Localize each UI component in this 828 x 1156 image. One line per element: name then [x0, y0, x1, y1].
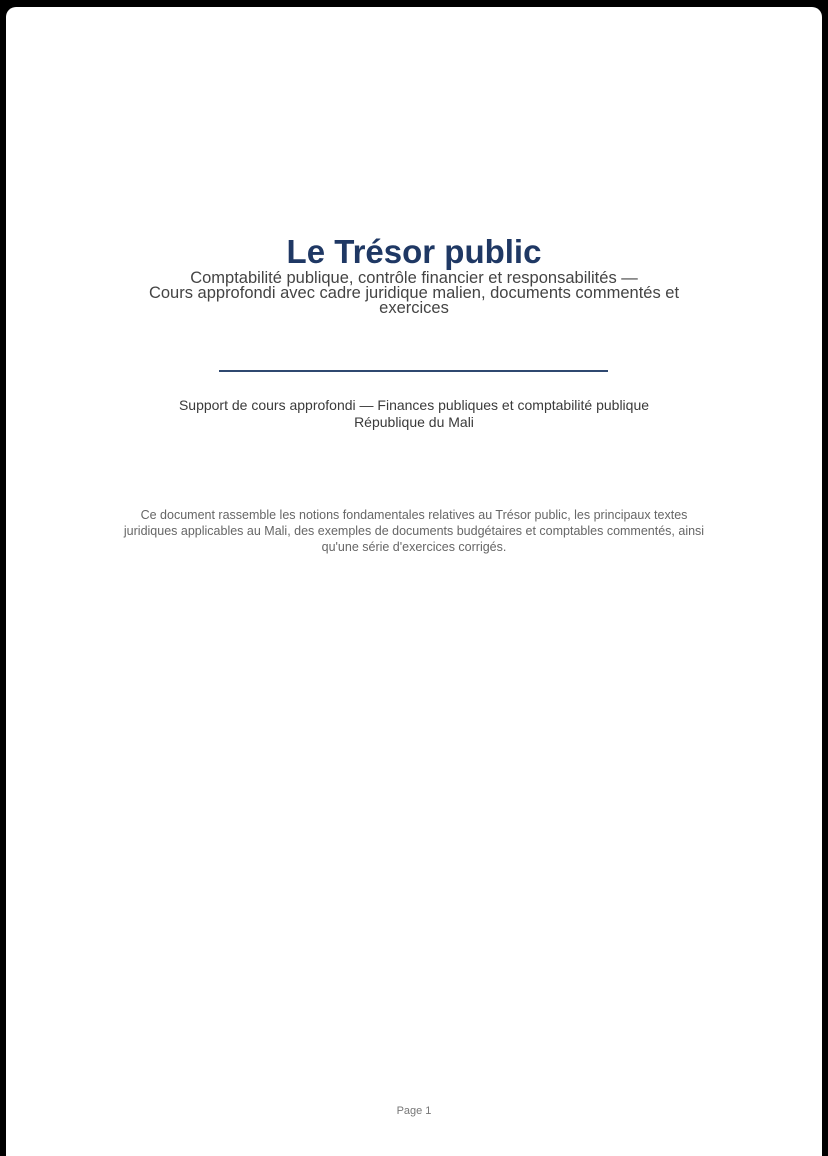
subtitle-line: Cours approfondi avec cadre juridique malien, documents commentés et: [148, 284, 680, 302]
support-caption: [66, 397, 762, 431]
description-line: juridiques applicables au Mali, des exemples de documents budgétaires et comptables commentés, ainsi: [123, 524, 705, 538]
page-number: Page 1: [396, 1105, 432, 1117]
document-description: [90, 507, 738, 555]
title-divider: [219, 370, 608, 372]
document-page: [6, 7, 822, 1156]
support-line: Support de cours approfondi — Finances publiques et comptabilité publique: [178, 397, 650, 413]
document-subtitle: [106, 271, 722, 316]
description-line: qu'une série d'exercices corrigés.: [321, 540, 507, 554]
description-line: Ce document rassemble les notions fondamentales relatives au Trésor public, les principaux textes: [140, 508, 688, 522]
subtitle-line: exercices: [379, 299, 449, 317]
support-line: République du Mali: [354, 414, 474, 430]
subtitle-line: Comptabilité publique, contrôle financier et responsabilités —: [190, 269, 638, 287]
document-title: Le Trésor public: [286, 233, 542, 270]
